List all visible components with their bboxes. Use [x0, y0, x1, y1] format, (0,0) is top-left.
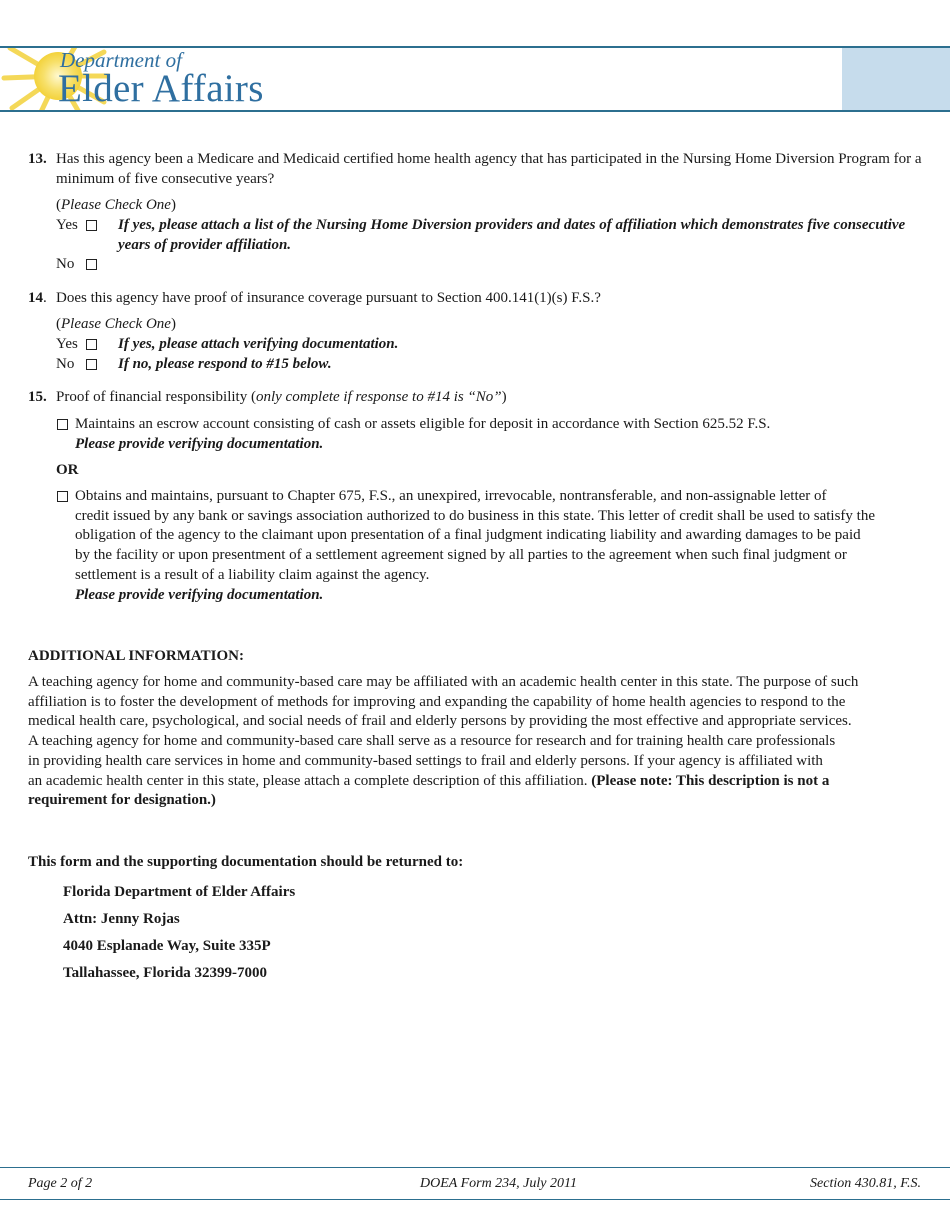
return-address-line: Tallahassee, Florida 32399-7000 [63, 965, 268, 981]
additional-info-paragraph: A teaching agency for home and community-based care may be affiliated with an academic health center in this state. The purpose of such affiliation is to foster the development of methods for improving and expanding the capability of home health agencies to respond to the medical health care, psychological, and social needs of frail and elderly persons by providing the most effective and appropriate services. A teaching agency for home and community-based care shall serve as a resource for research and for training health care professionals in providing health care services in home and community-based settings to frail and elderly persons. If your agency is affiliated with an academic health center in this state, please attach a complete description of this affiliation. (Please note: This description is not a requirement for designation.) [28, 674, 859, 809]
q15-escrow-note: Please provide verifying documentation. [75, 436, 324, 452]
q14-check-label: Please Check One [61, 316, 171, 332]
question-13-number: 13. [28, 151, 47, 167]
question-13 [28, 149, 923, 189]
footer-page-number: Page 2 of 2 [28, 1176, 93, 1191]
footer-rule-top [0, 1167, 950, 1168]
logo-department-text: Department of [60, 48, 182, 72]
header-rule-bottom [0, 110, 950, 112]
q13-no-checkbox[interactable] [86, 259, 97, 270]
return-address-line: Attn: Jenny Rojas [63, 911, 180, 927]
q15-letter-of-credit-checkbox[interactable] [57, 491, 68, 502]
question-15-text: Proof of financial responsibility (only complete if response to #14 is “No”) [56, 389, 507, 405]
logo-elder-affairs-text: Elder Affairs [58, 67, 264, 110]
q13-yes-checkbox[interactable] [86, 220, 97, 231]
question-13-text: Has this agency been a Medicare and Medicaid certified home health agency that has participated in the Nursing Home Diversion Program for a minimum of five consecutive years? [56, 151, 922, 187]
q15-letter-of-credit-option: Obtains and maintains, pursuant to Chapter 675, F.S., an unexpired, irrevocable, nontransferable, and non-assignable letter of credit issued by any bank or savings association authorized to do business in this state. This letter of credit shall be used to satisfy the obligation of the agency to the claimant upon presentation of a final judgment indicating liability and awarding damages to be paid by the facility or upon presentment of a settlement agreement signed by all parties to the agreement when such final judgment or settlement is a result of a liability claim against the agency. Please provide verifying documentation. [75, 487, 935, 605]
q13-yes-label: Yes [56, 217, 78, 233]
additional-info-heading: ADDITIONAL INFORMATION: [28, 648, 244, 664]
footer-form-id: DOEA Form 234, July 2011 [420, 1176, 577, 1191]
footer-rule-bottom [0, 1199, 950, 1200]
question-15-number: 15. [28, 389, 47, 405]
footer-section: Section 430.81, F.S. [810, 1176, 921, 1191]
q15-letter-of-credit-note: Please provide verifying documentation. [75, 586, 324, 603]
return-to-heading: This form and the supporting documentation should be returned to: [28, 854, 464, 870]
additional-info-note: (Please note: This description is not a [591, 772, 830, 789]
return-address-line: Florida Department of Elder Affairs [63, 884, 296, 900]
question-15 [28, 387, 923, 407]
header-accent-box [842, 48, 950, 110]
q13-check-instruction: (Please Check One) [56, 197, 176, 213]
q13-no-label: No [56, 256, 75, 272]
q13-yes-note: If yes, please attach a list of the Nursing Home Diversion providers and dates of affiliation which demonstrates five consecutive years of provider affiliation. [118, 217, 906, 253]
q14-no-note: If no, please respond to #15 below. [118, 356, 332, 372]
q15-escrow-option: Maintains an escrow account consisting of cash or assets eligible for deposit in accordance with Section 625.52 F.S. Please provide verifying documentation. [75, 414, 925, 454]
return-address-line: 4040 Esplanade Way, Suite 335P [63, 938, 271, 954]
q14-no-label: No [56, 356, 75, 372]
q14-yes-label: Yes [56, 336, 78, 352]
question-14 [28, 288, 923, 308]
q15-escrow-checkbox[interactable] [57, 419, 68, 430]
q14-no-checkbox[interactable] [86, 359, 97, 370]
question-14-text: Does this agency have proof of insurance coverage pursuant to Section 400.141(1)(s) F.S.? [56, 290, 601, 306]
return-address [63, 879, 295, 987]
question-14-number: 14. [28, 290, 47, 306]
q14-check-instruction: (Please Check One) [56, 316, 176, 332]
q14-yes-note: If yes, please attach verifying documentation. [118, 336, 399, 352]
q15-or-label: OR [56, 462, 79, 478]
q13-check-label: Please Check One [61, 197, 171, 213]
q14-yes-checkbox[interactable] [86, 339, 97, 350]
